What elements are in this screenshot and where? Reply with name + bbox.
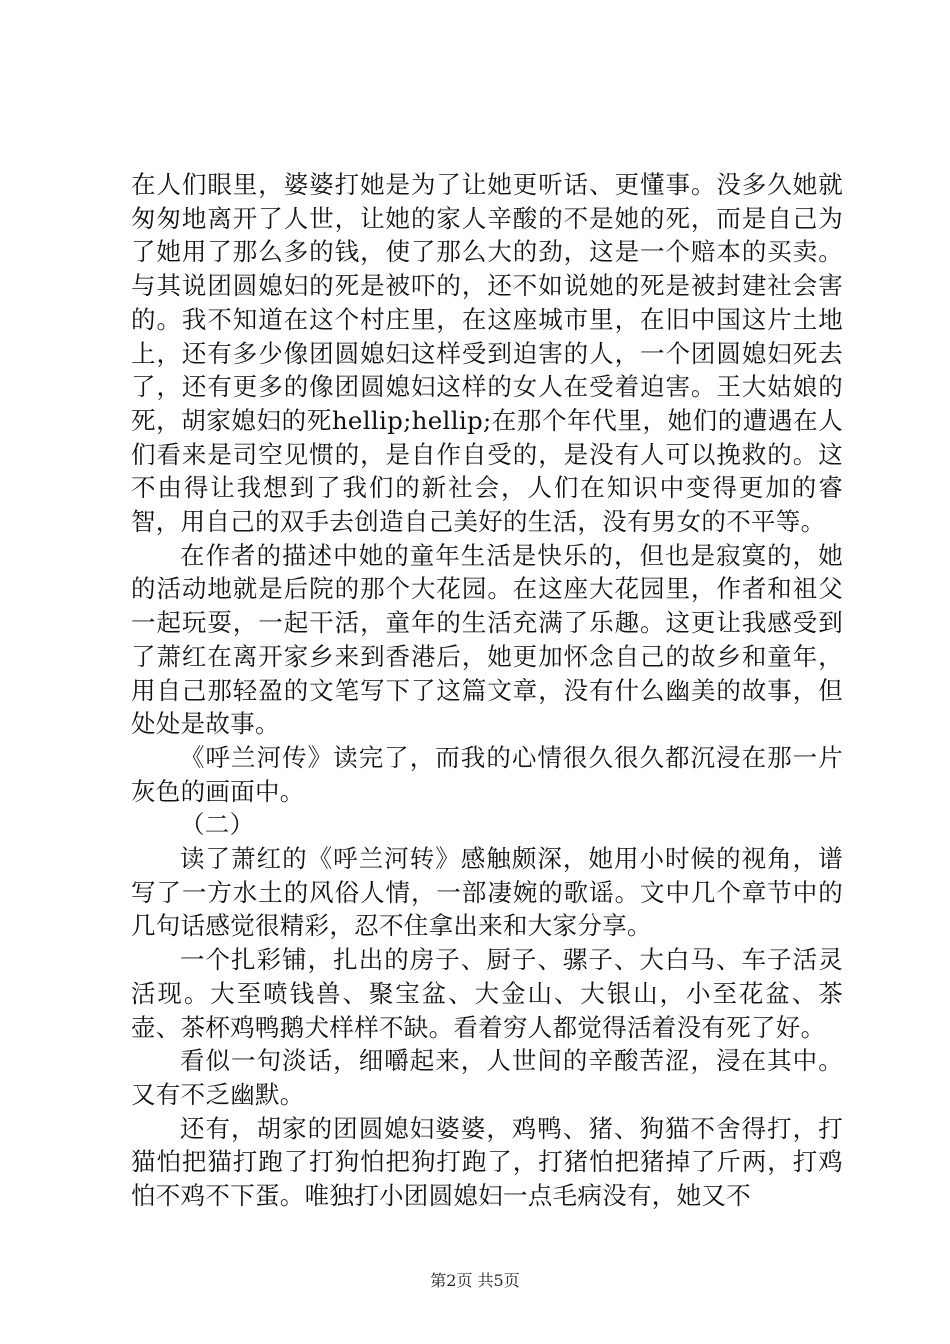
paragraph-paper-shop: 一个扎彩铺，扎出的房子、厨子、骡子、大白马、车子活灵活现。大至喷钱兽、聚宝盆、大金山、大银山，小至花盆、茶壶、茶杯鸡鸭鹅犬样样不缺。看着穷人都觉得活着没有死了好。 bbox=[131, 945, 843, 1042]
paragraph-intro: 读了萧红的《呼兰河转》感触颇深，她用小时候的视角，谱写了一方水土的风俗人情，一部凄婉的歌谣。文中几个章节中的几句话感觉很精彩，忍不住拿出来和大家分享。 bbox=[131, 844, 843, 941]
paragraph-continued: 在人们眼里，婆婆打她是为了让她更听话、更懂事。没多久她就匆匆地离开了人世，让她的家人辛酸的不是她的死，而是自己为了她用了那么多的钱，使了那么大的劲，这是一个赔本的买卖。与其说团圆媳妇的死是被吓的，还不如说她的死是被封建社会害的。我不知道在这个村庄里，在这座城市里，在旧中国这片土地上，还有多少像团圆媳妇这样受到迫害的人，一个团圆媳妇死去了，还有更多的像团圆媳妇这样的女人在受着迫害。王大姑娘的死，胡家媳妇的死hellip;hellip;在那个年代里，她们的遭遇在人们看来是司空见惯的，是自作自受的，是没有人可以挽救的。这不由得让我想到了我们的新社会，人们在知识中变得更加的睿智，用自己的双手去创造自己美好的生活，没有男女的不平等。 bbox=[131, 170, 843, 537]
paragraph-conclusion: 《呼兰河传》读完了，而我的心情很久很久都沉浸在那一片灰色的画面中。 bbox=[131, 742, 843, 806]
section-heading: （二） bbox=[180, 810, 255, 840]
page-footer: 第2页 共5页 bbox=[430, 1271, 520, 1290]
paragraph-hu-family: 还有，胡家的团圆媳妇婆婆，鸡鸭、猪、狗猫不舍得打，打猫怕把猫打跑了打狗怕把狗打跑了，打猪怕把猪掉了斤两，打鸡怕不鸡不下蛋。唯独打小团圆媳妇一点毛病没有，她又不 bbox=[131, 1113, 843, 1211]
paragraph-comment: 看似一句淡话，细嚼起来，人世间的辛酸苦涩，浸在其中。又有不乏幽默。 bbox=[131, 1046, 843, 1109]
paragraph-childhood: 在作者的描述中她的童年生活是快乐的，但也是寂寞的，她的活动地就是后院的那个大花园。在这座大花园里，作者和祖父一起玩耍，一起干活，童年的生活充满了乐趣。这更让我感受到了萧红在离开家乡来到香港后，她更加怀念自己的故乡和童年，用自己那轻盈的文笔写下了这篇文章，没有什么幽美的故事，但处处是故事。 bbox=[131, 540, 843, 739]
document-body bbox=[131, 168, 843, 1213]
